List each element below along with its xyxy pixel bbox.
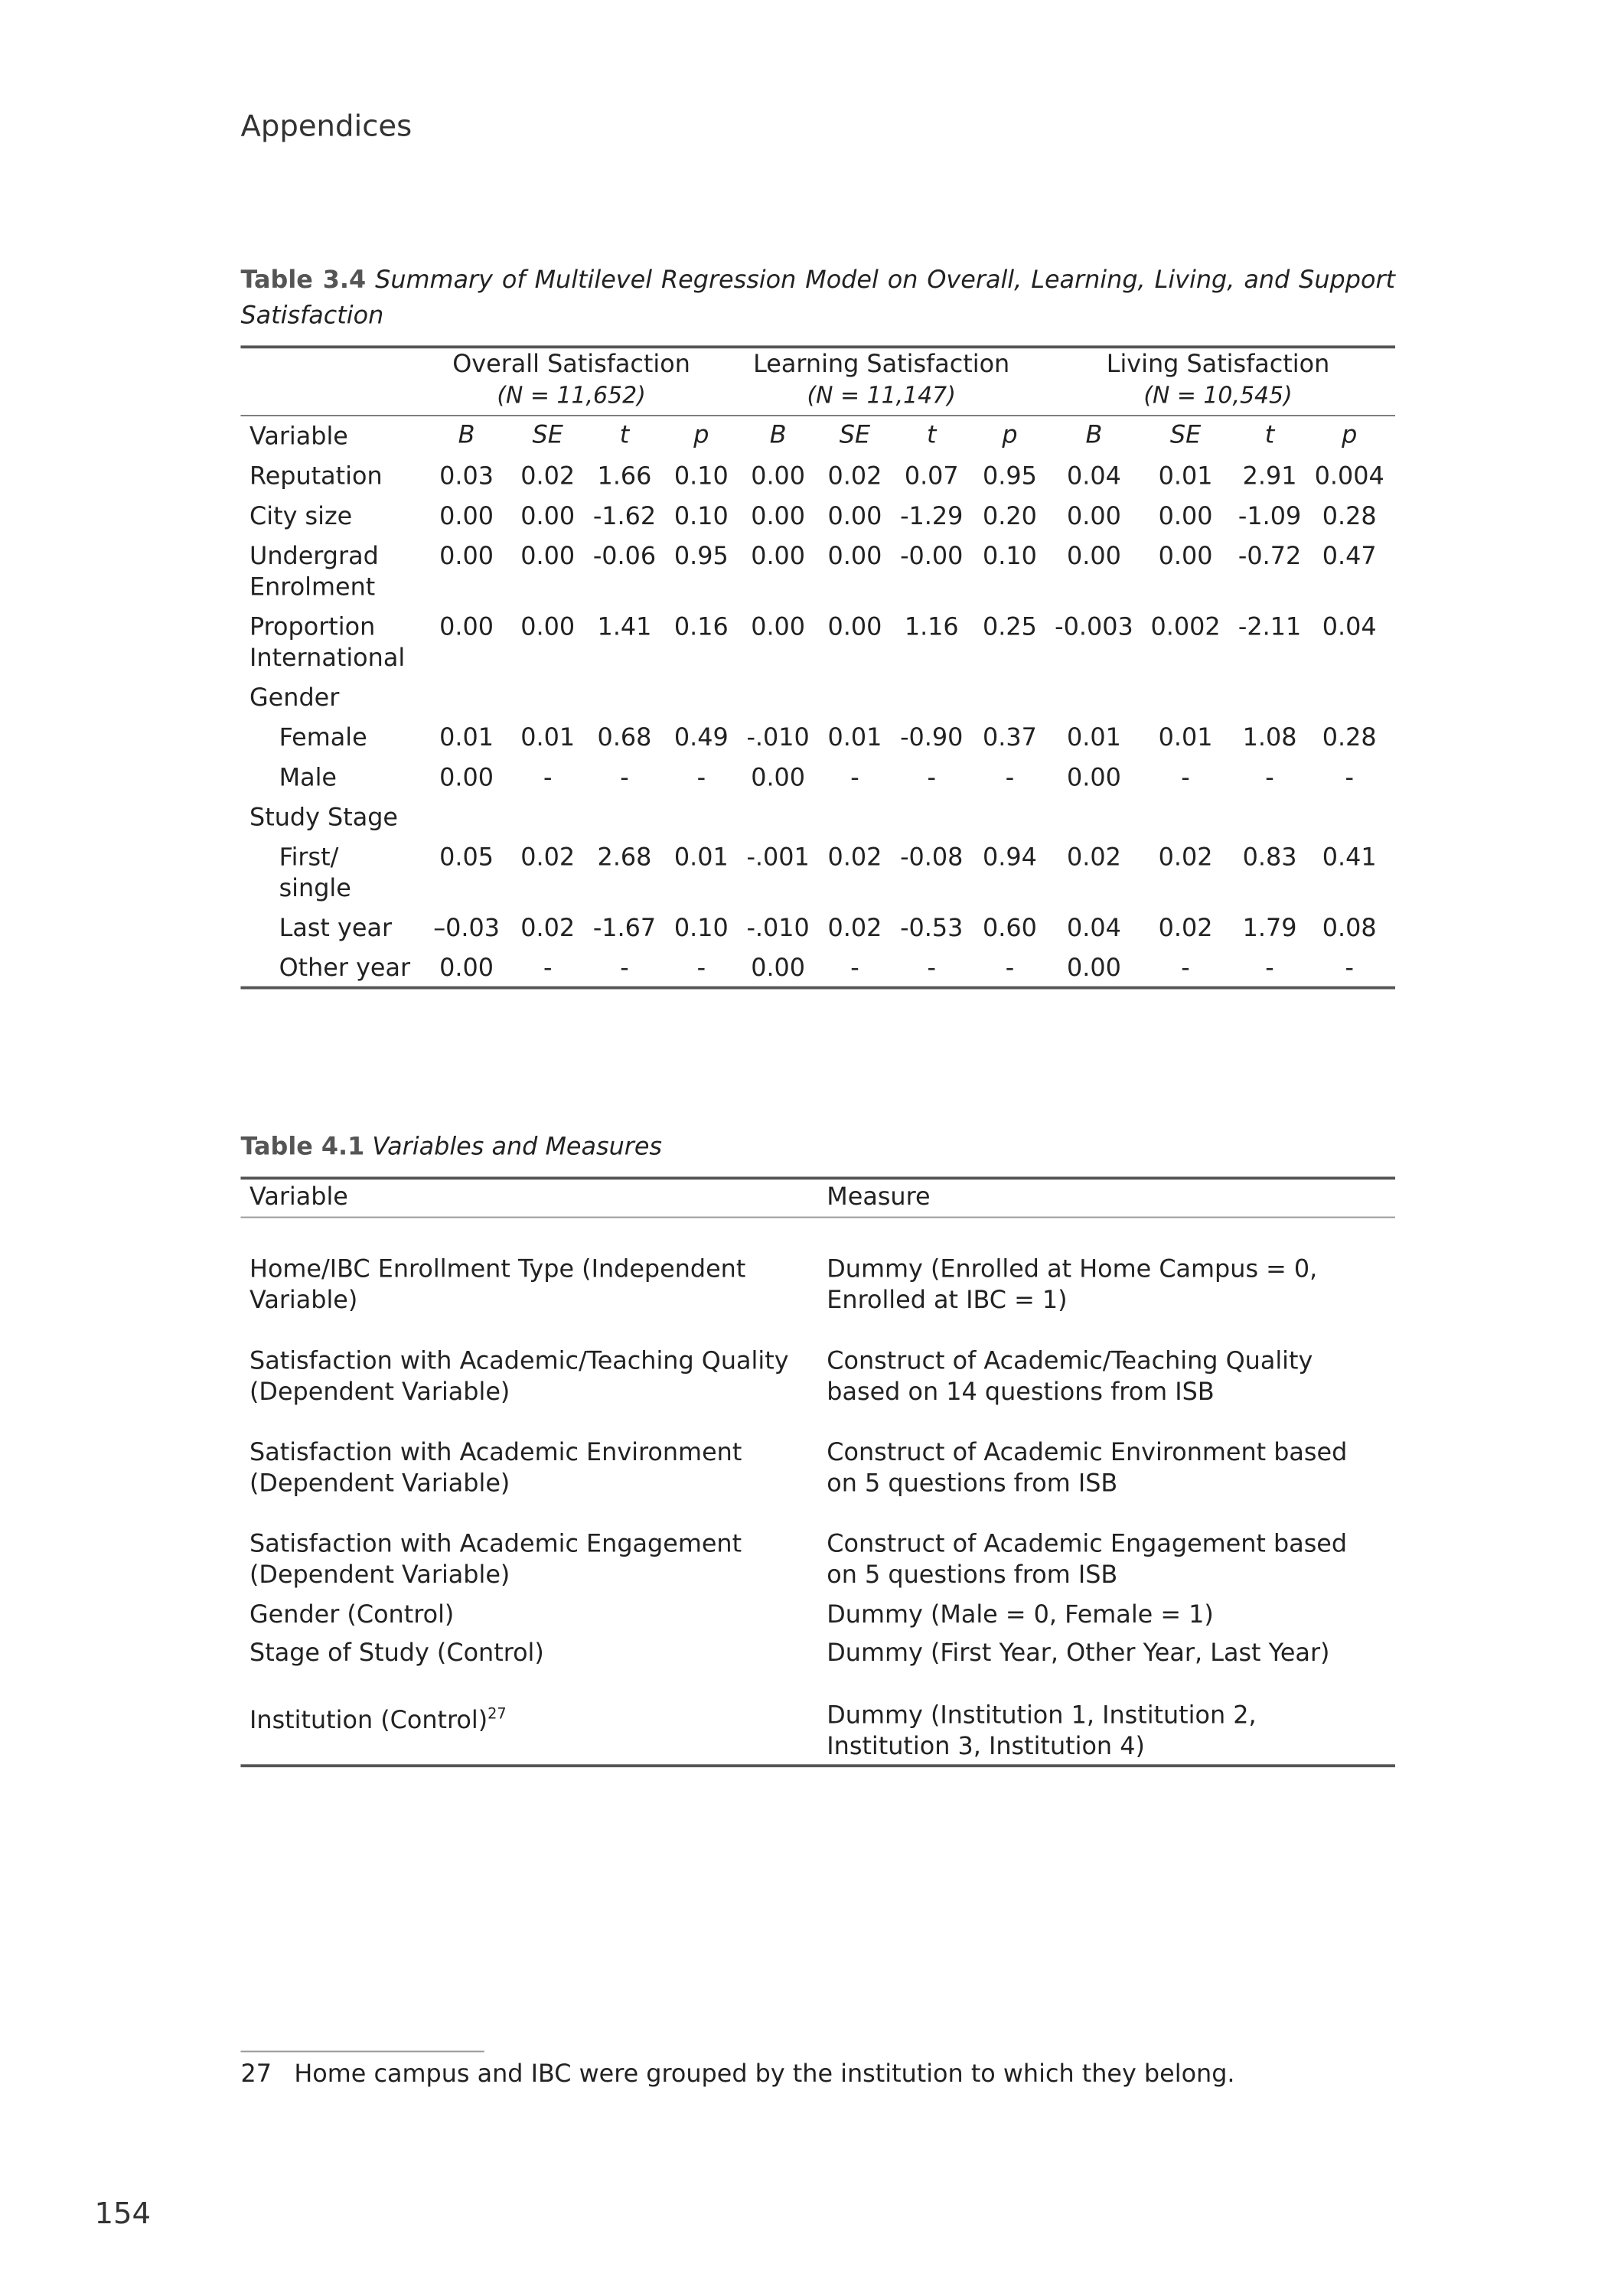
cell-value: 0.16	[673, 612, 729, 641]
table-bottom-rule	[240, 1764, 1395, 1766]
variable-cell: Satisfaction with Academic Environment (Dependent Variable)	[249, 1437, 742, 1498]
variable-cell: Gender (Control)	[249, 1600, 455, 1629]
cell-value: 0.00	[439, 541, 494, 570]
cell-value: -	[696, 763, 706, 791]
row-label: Study Stage	[249, 803, 399, 832]
cell-value: 0.02	[1158, 843, 1213, 872]
cell-value: 0.00	[751, 501, 806, 530]
cell-value: 0.02	[520, 461, 576, 491]
cell-value: 0.95	[983, 461, 1037, 491]
header-rule	[240, 415, 1395, 416]
cell-value: 0.10	[673, 461, 729, 491]
cell-value: 0.83	[1242, 843, 1297, 872]
cell-value: 0.04	[1067, 914, 1121, 942]
measure-cell: Dummy (Institution 1, Institution 2, Institution 3, Institution 4)	[827, 1701, 1257, 1760]
cell-value: 0.00	[1067, 501, 1121, 530]
row-label: Male	[279, 763, 338, 791]
cell-value: 0.01	[827, 723, 882, 752]
cell-value: -1.29	[900, 501, 964, 530]
cell-value: 0.00	[751, 461, 806, 491]
cell-value: 0.00	[520, 541, 576, 570]
cell-value: 0.004	[1314, 461, 1384, 491]
cell-value: 0.01	[1158, 461, 1213, 491]
cell-value: 0.28	[1322, 501, 1377, 530]
cell-value: -0.00	[900, 541, 964, 570]
variable-cell: Institution (Control)$^{27}$	[249, 1706, 507, 1734]
cell-value: 0.02	[520, 843, 576, 872]
measure-cell: Construct of Academic Environment based on 5 questions from ISB	[827, 1437, 1348, 1498]
cell-value: 0.00	[751, 763, 806, 791]
table-bottom-rule	[240, 987, 1395, 989]
table-top-rule	[240, 345, 1395, 347]
cell-value: -	[850, 954, 859, 982]
column-header: B	[769, 420, 787, 449]
cell-value: 0.37	[983, 723, 1037, 752]
column-header: B	[458, 420, 475, 449]
cell-value: 0.01	[439, 723, 494, 752]
cell-value: 0.04	[1067, 461, 1121, 491]
cell-value: 1.66	[597, 461, 652, 491]
cell-value: 0.00	[827, 541, 882, 570]
cell-value: -0.06	[592, 541, 657, 570]
cell-value: -	[620, 763, 629, 791]
variable-cell: Stage of Study (Control)	[249, 1639, 544, 1667]
cell-value: 1.16	[904, 612, 959, 641]
column-header: Measure	[827, 1182, 931, 1211]
cell-value: -	[543, 763, 553, 791]
cell-value: 0.02	[1158, 914, 1213, 942]
cell-value: -0.08	[900, 843, 964, 872]
cell-value: 1.08	[1242, 723, 1297, 752]
cell-value: -1.67	[592, 914, 657, 942]
column-header: Variable	[249, 1182, 348, 1211]
cell-value: 0.01	[520, 723, 576, 752]
cell-value: 0.41	[1322, 843, 1377, 872]
cell-value: 0.47	[1322, 541, 1377, 570]
variable-cell: Satisfaction with Academic Engagement (Dependent Variable)	[249, 1529, 742, 1589]
page-number: 154	[94, 2195, 152, 2231]
row-label: Undergrad Enrolment	[249, 541, 379, 602]
cell-value: -	[1265, 954, 1274, 982]
footnote-ref[interactable]: 27	[488, 1707, 507, 1724]
cell-value: 0.00	[1067, 541, 1121, 570]
cell-value: 0.60	[983, 914, 1037, 942]
cell-value: -.010	[746, 914, 810, 942]
measure-cell: Dummy (First Year, Other Year, Last Year)	[827, 1639, 1330, 1667]
group-n: (N = 11,147)	[807, 382, 956, 409]
measure-cell: Dummy (Male = 0, Female = 1)	[827, 1600, 1214, 1629]
table-top-rule	[240, 1176, 1395, 1179]
column-header: p	[693, 420, 709, 449]
table-3-4-caption	[240, 266, 1395, 294]
running-header: Appendices	[240, 107, 413, 144]
cell-value: -0.90	[900, 723, 964, 752]
cell-value: -	[1181, 954, 1190, 982]
column-header: Variable	[249, 422, 348, 451]
cell-value: -	[850, 763, 859, 791]
cell-value: 0.01	[673, 843, 729, 872]
cell-value: -	[620, 954, 629, 982]
cell-value: 0.02	[827, 461, 882, 491]
column-header: SE	[532, 420, 563, 449]
cell-value: -	[1345, 763, 1354, 791]
cell-value: -	[543, 954, 553, 982]
row-label: Last year	[279, 914, 393, 942]
cell-value: 0.20	[983, 501, 1037, 530]
row-label: Female	[279, 723, 367, 752]
cell-value: 0.00	[1067, 954, 1121, 982]
cell-value: 0.00	[827, 501, 882, 530]
group-n: (N = 11,652)	[497, 382, 646, 409]
cell-value: 0.25	[983, 612, 1037, 641]
cell-value: 0.04	[1322, 612, 1377, 641]
cell-value: 0.00	[751, 612, 806, 641]
cell-value: -	[1181, 763, 1190, 791]
cell-value: 0.02	[520, 914, 576, 942]
cell-value: 0.10	[673, 501, 729, 530]
measure-cell: Construct of Academic/Teaching Quality based on 14 questions from ISB	[827, 1346, 1313, 1406]
column-header: t	[1264, 420, 1275, 449]
cell-value: 0.07	[904, 461, 959, 491]
cell-value: 0.00	[827, 612, 882, 641]
cell-value: 0.01	[1067, 723, 1121, 752]
cell-value: 0.00	[1067, 763, 1121, 791]
column-header: p	[1342, 420, 1358, 449]
cell-value: 0.02	[1067, 843, 1121, 872]
variable-cell: Home/IBC Enrollment Type (Independent Variable)	[249, 1254, 746, 1314]
cell-value: 1.79	[1242, 914, 1297, 942]
table-title: Summary of Multilevel Regression Model on Overall, Learning, Living, and Support	[375, 266, 1396, 294]
column-header: t	[619, 420, 630, 449]
group-header: Overall Satisfaction	[452, 350, 690, 378]
cell-value: 0.95	[673, 541, 729, 570]
cell-value: -	[1005, 763, 1015, 791]
column-header: t	[927, 420, 937, 449]
cell-value: 0.02	[827, 914, 882, 942]
header-rule	[240, 1217, 1395, 1218]
cell-value: 0.68	[597, 723, 652, 752]
cell-value: 0.49	[673, 723, 729, 752]
table-label: Table 3.4	[240, 266, 367, 294]
group-n: (N = 10,545)	[1143, 382, 1293, 409]
cell-value: 1.41	[597, 612, 652, 641]
cell-value: -.010	[746, 723, 810, 752]
cell-value: 0.03	[439, 461, 494, 491]
footnote	[240, 2060, 1234, 2088]
group-header: Living Satisfaction	[1106, 350, 1330, 378]
cell-value: 0.00	[439, 954, 494, 982]
column-header: B	[1085, 420, 1103, 449]
group-header: Learning Satisfaction	[753, 350, 1010, 378]
cell-value: 0.00	[520, 501, 576, 530]
cell-value: 0.94	[983, 843, 1037, 872]
cell-value: -	[927, 954, 937, 982]
cell-value: 0.10	[673, 914, 729, 942]
cell-value: -	[1005, 954, 1015, 982]
table-title-cont: Satisfaction	[240, 301, 384, 330]
cell-value: 0.01	[1158, 723, 1213, 752]
cell-value: -1.09	[1238, 501, 1302, 530]
cell-value: 2.68	[597, 843, 652, 872]
column-header: SE	[1169, 420, 1202, 449]
cell-value: 0.05	[439, 843, 494, 872]
cell-value: 0.02	[827, 843, 882, 872]
row-label: City size	[249, 501, 353, 530]
cell-value: 2.91	[1242, 461, 1297, 491]
cell-value: -	[1265, 763, 1274, 791]
cell-value: 0.00	[751, 954, 806, 982]
cell-value: 0.00	[520, 612, 576, 641]
column-header: SE	[839, 420, 871, 449]
row-label: Other year	[279, 954, 411, 982]
cell-value: 0.00	[439, 612, 494, 641]
footnote-number: 27	[240, 2060, 272, 2088]
cell-value: 0.00	[1158, 541, 1213, 570]
cell-value: -0.003	[1055, 612, 1133, 641]
row-label: Gender	[249, 683, 340, 712]
measure-cell: Dummy (Enrolled at Home Campus = 0, Enrolled at IBC = 1)	[827, 1254, 1318, 1314]
cell-value: -1.62	[592, 501, 657, 530]
row-label: First/ single	[279, 843, 351, 902]
table-title: Variables and Measures	[372, 1132, 663, 1161]
cell-value: -.001	[746, 843, 810, 872]
cell-value: 0.00	[1158, 501, 1213, 530]
cell-value: 0.00	[751, 541, 806, 570]
cell-value: 0.00	[439, 501, 494, 530]
cell-value: –0.03	[433, 914, 501, 942]
cell-value: -0.53	[900, 914, 964, 942]
cell-value: -	[927, 763, 937, 791]
footnote-text: Home campus and IBC were grouped by the institution to which they belong.	[294, 2060, 1235, 2088]
cell-value: -2.11	[1238, 612, 1302, 641]
cell-value: -	[696, 954, 706, 982]
footnote-divider	[240, 2051, 484, 2053]
measure-cell: Construct of Academic Engagement based on 5 questions from ISB	[827, 1529, 1348, 1589]
cell-value: 0.28	[1322, 723, 1377, 752]
cell-value: 0.08	[1322, 914, 1377, 942]
row-label: Proportion International	[249, 612, 406, 672]
cell-value: 0.00	[439, 763, 494, 791]
row-label: Reputation	[249, 461, 383, 491]
table-label: Table 4.1	[240, 1132, 365, 1161]
variable-cell: Satisfaction with Academic/Teaching Quality (Dependent Variable)	[249, 1346, 789, 1406]
cell-value: 0.002	[1150, 612, 1221, 641]
cell-value: 0.10	[983, 541, 1037, 570]
table-4-1-caption	[240, 1133, 662, 1161]
cell-value: -	[1345, 954, 1354, 982]
cell-value: -0.72	[1238, 541, 1302, 570]
column-header: p	[1002, 420, 1018, 449]
